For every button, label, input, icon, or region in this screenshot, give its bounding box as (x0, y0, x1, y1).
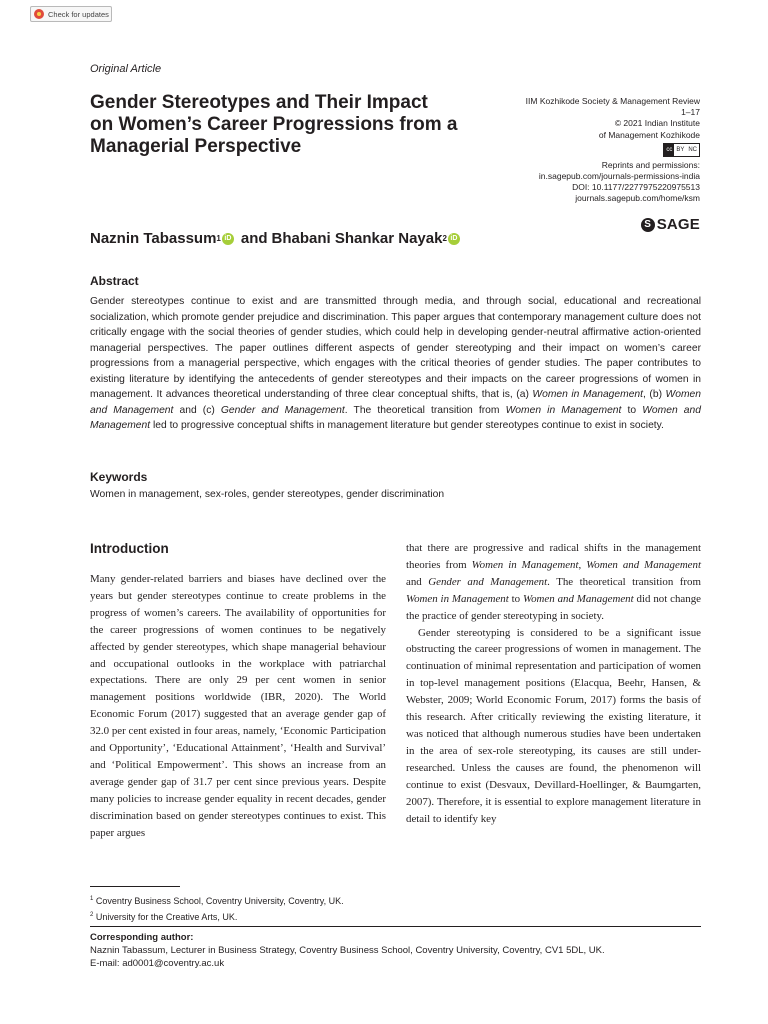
journal-name: IIM Kozhikode Society & Management Review (525, 96, 700, 106)
corresponding-author-block (90, 931, 605, 970)
journal-homepage-link[interactable]: journals.sagepub.com/home/ksm (575, 193, 700, 204)
abstract-heading: Abstract (90, 274, 139, 288)
abstract-emphasis: Women in Management (532, 389, 644, 400)
text-segment: . The theoretical transition from (547, 575, 701, 588)
corresponding-details: Naznin Tabassum, Lecturer in Business Strategy, Coventry Business School, Coventry University, Coventry, CV1 5DL, UK. (90, 945, 605, 956)
cc-badge-part: BY (676, 146, 685, 153)
footnotes (90, 892, 344, 924)
article-title (90, 92, 510, 158)
copyright-holder: of Management Kozhikode (598, 129, 700, 140)
affiliation-mark: 2 (442, 234, 447, 243)
abstract-segment: and (c) (173, 404, 221, 416)
paragraph: Many gender-related barriers and biases have declined over the years but gender stereotypes continue to create problems in the progress of women’s careers. The availability of opportunities for the career progressions of women continues to be negatively affected by gender stereotypes, which shape managerial behaviour and occupational outlooks in the workplace with patriarchal expectations. There are only 29 per cent women in senior management positions worldwide (IBR, 2020). The World Economic Forum (2017) suggested that an average gender gap of 32.0 per cent existed in four areas, namely, ‘Economic Participation and Opportunity’, ‘Educational Attainment’, ‘Health and Survival’ and ‘Political Empowerment’. This shows an increase from an average gender gap of 31.7 per cent since previous years. Despite many policies to increase gender equality in recent decades, gender discrimination based on gender stereotypes continues to exist. This paper argues (90, 573, 386, 839)
author-name: Bhabani Shankar Nayak (271, 230, 443, 247)
sage-s-icon: S (641, 218, 655, 232)
abstract-emphasis: Women in Management (505, 404, 622, 416)
footnote-text: Coventry Business School, Coventry University, Coventry, UK. (95, 896, 344, 906)
orcid-icon[interactable]: iD (222, 233, 234, 245)
crossmark-icon (34, 9, 44, 19)
author-name: Naznin Tabassum (90, 230, 217, 247)
corresponding-email[interactable]: E-mail: ad0001@coventry.ac.uk (90, 958, 225, 969)
abstract-text (90, 294, 701, 434)
body-column-right (406, 540, 701, 827)
footnote-item (90, 908, 344, 924)
copyright-line: © 2021 Indian Institute (614, 118, 700, 129)
text-emphasis: Women and Management (586, 558, 701, 571)
author-line (90, 230, 463, 247)
text-segment: that there are progressive and radical shifts in the management theories from (406, 542, 701, 571)
title-line: on Women’s Career Progressions from a (90, 114, 458, 135)
sage-logo (641, 216, 700, 233)
footnote-text: University for the Creative Arts, UK. (95, 912, 238, 922)
abstract-segment: led to progressive conceptual shifts in management literature but gender stereotypes continue to exist in society. (150, 420, 664, 431)
footnote-item (90, 892, 344, 908)
cc-badge-part: NC (688, 146, 697, 153)
permissions-link[interactable]: in.sagepub.com/journals-permissions-india (538, 171, 700, 182)
abstract-emphasis: Women and Management (90, 404, 701, 431)
keywords-text: Women in management, sex-roles, gender stereotypes, gender discrimination (90, 489, 445, 500)
text-emphasis: Women in Management (406, 592, 509, 605)
abstract-emphasis: Gender and Management (220, 404, 345, 416)
publisher-name: SAGE (656, 216, 700, 233)
text-segment: and (406, 575, 429, 588)
corresponding-divider (90, 926, 701, 927)
affiliation-mark: 1 (216, 234, 221, 243)
title-line: Gender Stereotypes and Their Impact (90, 92, 428, 113)
title-line: Managerial Perspective (90, 136, 302, 157)
check-for-updates-label: Check for updates (48, 9, 109, 19)
paragraph (406, 540, 701, 625)
journal-info (470, 96, 700, 205)
abstract-segment: to (621, 404, 643, 416)
abstract-segment: . The theoretical transition from (344, 404, 506, 416)
text-segment: , (578, 558, 587, 571)
footnote-mark: 2 (90, 912, 94, 918)
check-for-updates-button[interactable] (30, 6, 112, 22)
abstract-emphasis: Women and Management (90, 389, 701, 416)
corresponding-heading: Corresponding author: (90, 932, 194, 943)
introduction-heading: Introduction (90, 541, 169, 556)
body-column-left (90, 571, 386, 842)
keywords-heading: Keywords (90, 470, 148, 484)
page-range: 1–17 (681, 107, 700, 118)
text-emphasis: Women and Management (523, 592, 634, 605)
article-type-label: Original Article (90, 63, 162, 75)
creative-commons-icon (663, 143, 700, 157)
abstract-segment: , (b) (643, 389, 666, 400)
abstract-segment: Gender stereotypes continue to exist and are transmitted through media, and through social, educational and recreational socialization, which promote gender prejudice and discrimination. This paper argues that contemporary management culture does not critically engage with the social theories of gender studies, which could help in developing gender-neutral affirmative action-oriented managerial perspectives. The paper outlines different aspects of gender stereotyping and their impact on women’s career progressions from a managerial perspective, which engages with the critical theories of gender studies. The paper contributes to existing literature by identifying the antecedents of gender stereotypes and their impacts on the career progressions of women in management. It advances theoretical understanding of three clear conceptual shifts, that is, (a) (90, 296, 701, 400)
author-connector: and (240, 230, 268, 247)
cc-badge-part: cc (664, 144, 674, 156)
footnote-divider (90, 886, 180, 887)
paragraph: Gender stereotyping is considered to be a significant issue obstructing the career progressions of women in management. The continuation of minimal representation and participation of women in top-level management positions (Elacqua, Beehr, Hansen, & Webster, 2009; World Economic Forum, 2017) forms the basis of this research. After critically reviewing the existing literature, it was noticed that although numerous studies have been undertaken in the area of sex-role stereotyping, its causes are still under-researched. Unless the causes are found, the phenomenon will continue to exist (Desvaux, Devillard-Hoellinger, & Baumgarten, 2007). Therefore, it is essential to explore management literature in detail to identify key (406, 626, 701, 825)
text-emphasis: Gender and Management (428, 575, 548, 588)
doi-link[interactable]: DOI: 10.1177/2277975220975513 (572, 182, 700, 193)
footnote-mark: 1 (90, 896, 94, 902)
text-emphasis: Women in Management (471, 558, 579, 571)
orcid-icon[interactable]: iD (448, 233, 460, 245)
text-segment: to (508, 592, 524, 605)
text-segment: did not change the practice of gender stereotyping in society. (406, 592, 701, 622)
reprints-label: Reprints and permissions: (601, 159, 700, 170)
